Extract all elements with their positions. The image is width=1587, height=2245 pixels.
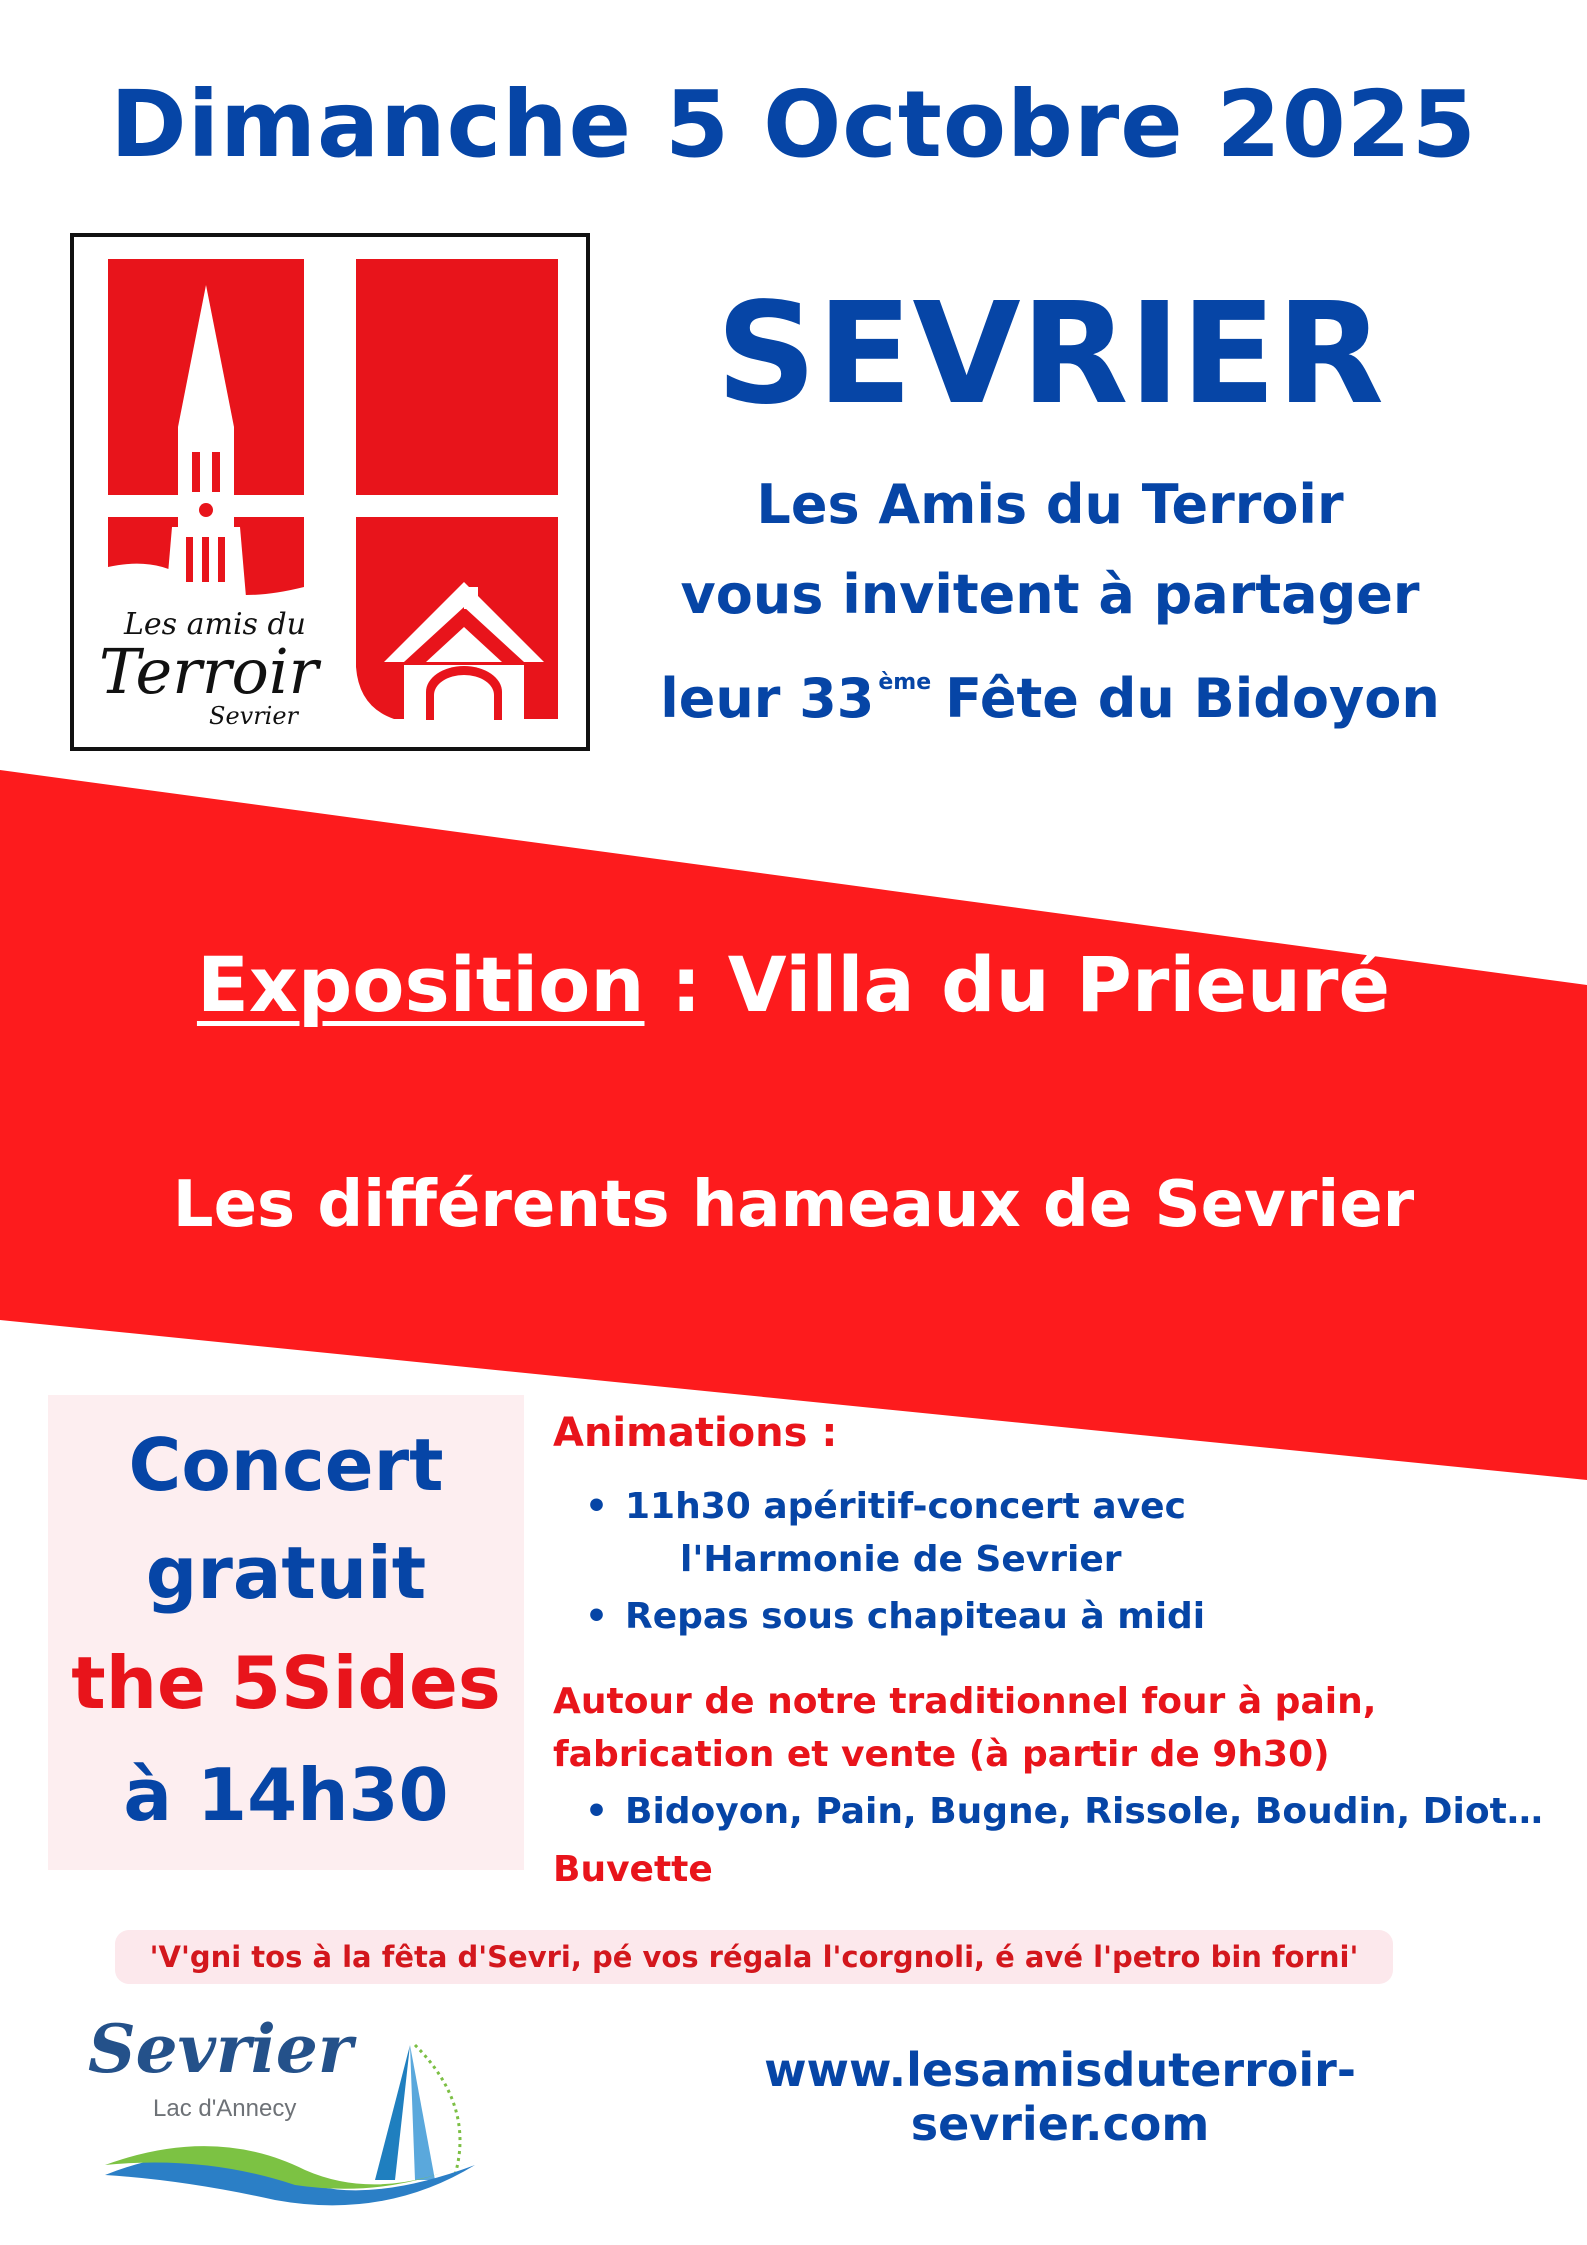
list-item: • Bidoyon, Pain, Bugne, Rissole, Boudin, Diot… xyxy=(585,1787,1543,1837)
list-item-continuation: l'Harmonie de Sevrier xyxy=(680,1539,1122,1580)
invite-line-3-suffix: Fête du Bidoyon xyxy=(945,667,1440,730)
sevrier-logo-word: Sevrier xyxy=(88,2010,353,2088)
concert-box xyxy=(48,1395,524,1870)
concert-band: the 5Sides xyxy=(71,1641,501,1725)
exposition-place: Villa du Prieuré xyxy=(727,940,1391,1029)
invite-line-1: Les Amis du Terroir xyxy=(756,473,1344,536)
invite-line-2: vous invitent à partager xyxy=(680,563,1420,626)
event-date-title: Dimanche 5 Octobre 2025 xyxy=(110,71,1477,178)
website-link[interactable]: www.lesamisduterroir-sevrier.com xyxy=(764,2043,1356,2151)
logo-text-sevrier: Sevrier xyxy=(209,702,299,730)
oven-text-line-1: Autour de notre traditionnel four à pain, xyxy=(553,1681,1377,1722)
logo-text-les-amis: Les amis du xyxy=(124,607,306,642)
buvette-label: Buvette xyxy=(553,1849,713,1890)
patois-quote: 'V'gni tos à la fêta d'Sevri, pé vos régala l'corgnoli, é avé l'petro bin forni' xyxy=(115,1930,1393,1984)
concert-time: à 14h30 xyxy=(123,1753,449,1837)
exposition-separator: : xyxy=(644,940,728,1029)
list-item: • Repas sous chapiteau à midi xyxy=(585,1592,1205,1642)
concert-line-1: Concert xyxy=(128,1423,444,1507)
logo-text-terroir: Terroir xyxy=(99,635,319,708)
invite-line-3-prefix: leur 33 xyxy=(660,667,875,730)
invite-line-3-sup: ème xyxy=(878,670,932,695)
exposition-label: Exposition xyxy=(196,940,645,1029)
exposition-line xyxy=(0,935,1587,1035)
concert-line-2: gratuit xyxy=(145,1531,427,1615)
exposition-subtitle: Les différents hameaux de Sevrier xyxy=(172,1168,1415,1242)
oven-text-line-2: fabrication et vente (à partir de 9h30) xyxy=(553,1734,1330,1775)
city-title: SEVRIER xyxy=(715,273,1385,436)
list-item: • 11h30 apéritif-concert avec xyxy=(585,1482,1186,1532)
sevrier-logo-subtitle: Lac d'Annecy xyxy=(153,2095,297,2122)
animations-title: Animations : xyxy=(553,1410,838,1456)
